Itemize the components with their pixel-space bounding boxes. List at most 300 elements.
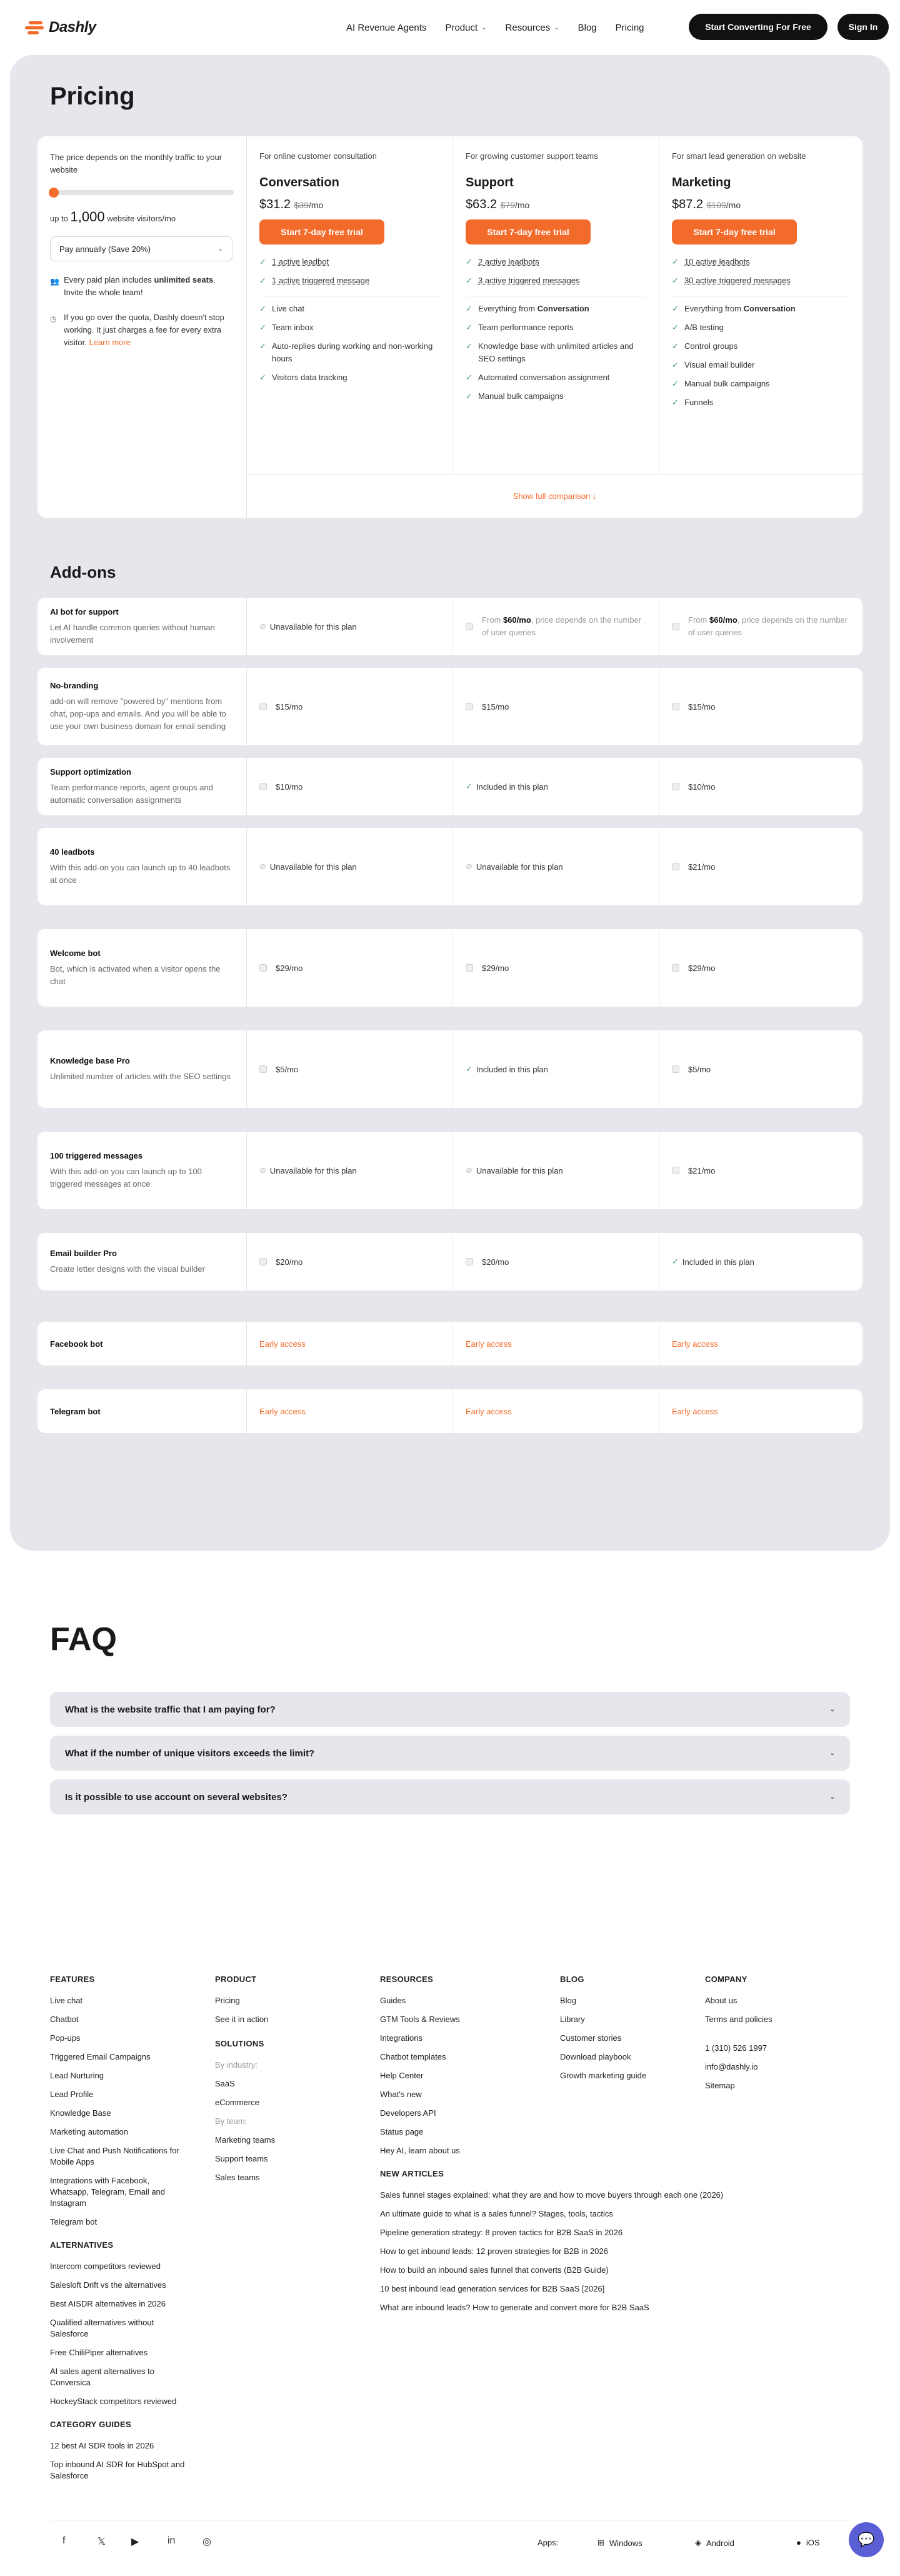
feature-label: Automated conversation assignment	[478, 373, 610, 382]
addon-checkbox[interactable]	[466, 1258, 473, 1265]
feature-item	[672, 303, 850, 315]
footer-link[interactable]: Top inbound AI SDR for HubSpot and Salesforce	[50, 2460, 185, 2480]
chevron-down-icon: ⌄	[829, 1749, 835, 1757]
footer-link[interactable]: Developers API	[380, 2108, 436, 2118]
plan-support	[453, 136, 659, 474]
limit-item	[672, 256, 850, 268]
footer-link[interactable]: Customer stories	[560, 2033, 622, 2043]
addon-info	[38, 1132, 247, 1209]
free-trial-button[interactable]: Start 7-day free trial	[672, 219, 797, 244]
footer-article-link[interactable]: Sales funnel stages explained: what they are and how to move buyers through each one (2026)	[380, 2190, 724, 2200]
feature-item	[466, 303, 646, 315]
logo-text: Dashly	[49, 19, 96, 36]
addon-plan-cell	[453, 1322, 659, 1366]
addon-description: With this add-on you can launch up to 40 leadbots at once	[50, 862, 231, 885]
logo-icon	[25, 21, 44, 34]
addon-checkbox[interactable]	[672, 703, 679, 710]
footer-sitemap[interactable]: Sitemap	[705, 2081, 735, 2090]
footer-heading: FEATURES	[50, 1975, 95, 1984]
addon-row	[38, 668, 862, 745]
nav-resources[interactable]	[506, 23, 559, 33]
addon-plan-cell	[453, 598, 659, 655]
addon-status: Unavailable for this plan	[476, 862, 563, 872]
limit-label: 1 active leadbot	[272, 257, 329, 266]
footer-link[interactable]: What's new	[380, 2090, 422, 2099]
addon-price: $21/mo	[688, 862, 716, 872]
feature-item	[672, 396, 850, 409]
chat-icon: 💬	[858, 2532, 875, 2547]
footer-heading: ALTERNATIVES	[50, 2240, 114, 2250]
price-current: $31.2	[259, 198, 291, 211]
addon-name: Telegram bot	[50, 1406, 101, 1416]
footer-link[interactable]: Telegram bot	[50, 2217, 98, 2226]
addon-description: Team performance reports, agent groups and automatic conversation assignments	[50, 782, 213, 805]
footer-link[interactable]: Download playbook	[560, 2052, 631, 2061]
addon-info	[38, 828, 247, 905]
addon-price: $29/mo	[482, 963, 509, 973]
footer-article-link[interactable]: Pipeline generation strategy: 8 proven tactics for B2B SaaS in 2026	[380, 2228, 623, 2237]
price-old: $79	[500, 200, 515, 210]
addon-plan-cell	[659, 1389, 862, 1433]
addon-price: $29/mo	[688, 963, 716, 973]
addon-name: 40 leadbots	[50, 847, 95, 857]
price-prefix: From	[688, 615, 708, 625]
feature-label: Visual email builder	[684, 360, 755, 370]
feature-item	[672, 340, 850, 353]
footer-guides-list	[50, 2440, 188, 2482]
footer-link[interactable]: Blog	[560, 1996, 577, 2005]
learn-more-link[interactable]: Learn more	[89, 338, 131, 347]
footer-link[interactable]: Knowledge Base	[50, 2108, 111, 2118]
early-access-label: Early access	[466, 1339, 512, 1349]
plan-limits	[259, 256, 440, 296]
footer-link[interactable]: Live chat	[50, 1996, 83, 2005]
addon-checkbox[interactable]	[259, 1258, 267, 1265]
addon-checkbox[interactable]	[672, 1167, 679, 1174]
check-icon: ✓	[466, 391, 472, 401]
footer-article-link[interactable]: How to build an inbound sales funnel that converts (B2B Guide)	[380, 2265, 609, 2275]
addon-checkbox[interactable]	[259, 703, 267, 710]
billing-select[interactable]	[50, 236, 232, 261]
footer-link[interactable]: Pop-ups	[50, 2033, 81, 2043]
footer-link[interactable]: Pricing	[215, 1996, 240, 2005]
addon-description: Unlimited number of articles with the SEO settings	[50, 1071, 231, 1081]
addon-status: Unavailable for this plan	[269, 621, 357, 631]
feature-label: Control groups	[684, 341, 738, 351]
footer-link[interactable]: Best AISDR alternatives in 2026	[50, 2299, 166, 2308]
check-icon: ✓	[672, 341, 679, 351]
feature-prefix: Everything from	[478, 304, 536, 313]
footer-heading: CATEGORY GUIDES	[50, 2420, 131, 2429]
addon-status: Unavailable for this plan	[269, 1165, 357, 1175]
nav-ai-revenue-agents[interactable]	[346, 23, 426, 33]
check-icon: ✓	[259, 276, 266, 285]
addon-plan-cell	[247, 828, 453, 905]
addon-plan-cell	[659, 1322, 862, 1366]
nav-pricing[interactable]	[616, 23, 644, 33]
addon-price: $20/mo	[482, 1257, 509, 1267]
feature-label: Manual bulk campaigns	[478, 391, 564, 401]
windows-icon: ⊞	[598, 2538, 604, 2547]
limit-label: 2 active leadbots	[478, 257, 539, 266]
facebook-icon[interactable]: f	[62, 2535, 66, 2546]
traffic-panel	[38, 136, 247, 518]
footer-link[interactable]: Lead Nurturing	[50, 2071, 104, 2080]
footer-article-link[interactable]: What are inbound leads? How to generate and convert more for B2B SaaS	[380, 2303, 649, 2312]
price-period: /mo	[726, 200, 741, 210]
seats-text	[64, 274, 234, 299]
footer-link[interactable]: See it in action	[215, 2015, 269, 2024]
plan-subtitle: For smart lead generation on website	[672, 151, 806, 161]
footer-features	[50, 1975, 188, 2489]
plan-features	[259, 303, 440, 384]
addon-plan-cell	[453, 1132, 659, 1209]
plan-features	[672, 303, 850, 409]
check-icon: ✓	[259, 323, 266, 332]
feature-label	[684, 303, 796, 315]
feature-label: Live chat	[272, 304, 305, 313]
quota-text-body: If you go over the quota, Dashly doesn't stop working. It just charges a fee for every extra visitor.	[64, 313, 224, 347]
limit-label: 10 active leadbots	[684, 257, 750, 266]
footer-heading: SOLUTIONS	[215, 2039, 264, 2048]
check-icon: ✓	[672, 323, 679, 332]
feature-item	[259, 321, 440, 334]
footer-bottom-bar	[50, 2520, 850, 2557]
check-icon: ✓	[259, 304, 266, 313]
footer-subheading: By industry:	[215, 2060, 258, 2070]
footer-link[interactable]: Marketing teams	[215, 2135, 276, 2145]
footer-product-list	[215, 1995, 340, 2025]
check-icon: ✓	[672, 1257, 679, 1266]
check-icon: ✓	[259, 341, 266, 351]
chevron-down-icon: ⌄	[829, 1706, 835, 1713]
price-prefix: From	[482, 615, 501, 625]
pricing-section	[10, 55, 890, 1551]
addon-row	[38, 1233, 862, 1291]
addon-description: Bot, which is activated when a visitor opens the chat	[50, 963, 221, 986]
plan-subtitle: For growing customer support teams	[466, 151, 598, 161]
apple-icon: ●	[796, 2538, 801, 2547]
footer-alternatives-list	[50, 2261, 188, 2407]
footer-heading: NEW ARTICLES	[380, 2169, 444, 2178]
nav-label: Product	[445, 22, 478, 33]
app-ios[interactable]	[796, 2538, 820, 2547]
feature-item	[259, 303, 440, 315]
footer-email[interactable]: info@dashly.io	[705, 2062, 758, 2071]
quota-text	[64, 311, 234, 349]
price-bold: $60/mo	[502, 615, 531, 625]
addon-plan-cell	[247, 1233, 453, 1291]
show-full-comparison-link[interactable]: Show full comparison ↓	[247, 474, 862, 518]
seats-info	[50, 274, 234, 299]
app-android[interactable]	[695, 2538, 734, 2548]
plan-name: Support	[466, 176, 514, 189]
addon-plan-cell	[453, 1233, 659, 1291]
check-icon: ✓	[466, 323, 472, 332]
footer-heading: COMPANY	[705, 1975, 748, 1984]
addon-price: $15/mo	[276, 702, 303, 712]
slider-handle[interactable]	[49, 188, 59, 198]
footer-industry-list	[215, 2078, 340, 2108]
footer-company-list	[705, 1995, 842, 2025]
addon-checkbox[interactable]	[466, 623, 473, 630]
addon-checkbox[interactable]	[672, 964, 679, 972]
billing-value: Pay annually (Save 20%)	[59, 244, 151, 254]
footer-link[interactable]: Integrations with Facebook, Whatsapp, Telegram, Email and Instagram	[50, 2176, 166, 2208]
footer-link[interactable]: Lead Profile	[50, 2090, 94, 2099]
footer-article-link[interactable]: 10 best inbound lead generation services for B2B SaaS [2026]	[380, 2284, 605, 2293]
limit-item	[259, 274, 440, 287]
addon-plan-cell	[453, 1030, 659, 1108]
addon-checkbox[interactable]	[672, 783, 679, 790]
addon-checkbox[interactable]	[672, 863, 679, 870]
check-icon: ✓	[466, 276, 472, 285]
unavailable-icon: ⊘	[466, 1165, 472, 1175]
footer-link[interactable]: Help Center	[380, 2071, 424, 2080]
chat-widget-button[interactable]	[849, 2522, 884, 2557]
addon-plan-cell	[453, 758, 659, 815]
check-icon: ✓	[672, 304, 679, 313]
apps-label: Apps:	[538, 2538, 559, 2547]
clock-icon: ◷	[50, 314, 57, 323]
check-icon: ✓	[672, 379, 679, 388]
addon-plan-cell	[247, 598, 453, 655]
footer-link[interactable]: Qualified alternatives without Salesforce	[50, 2318, 154, 2338]
footer-link[interactable]: Guides	[380, 1996, 406, 2005]
footer-phone[interactable]: 1 (310) 526 1997	[705, 2043, 768, 2053]
footer-link[interactable]: Integrations	[380, 2033, 422, 2043]
price-current: $87.2	[672, 198, 704, 211]
addon-plan-cell	[247, 1322, 453, 1366]
pricing-card	[38, 136, 862, 518]
footer-link[interactable]: About us	[705, 1996, 738, 2005]
limit-item	[259, 256, 440, 268]
linkedin-icon[interactable]: in	[168, 2535, 176, 2546]
chevron-down-icon: ⌄	[554, 24, 559, 31]
footer-link[interactable]: GTM Tools & Reviews	[380, 2015, 460, 2024]
addon-price: $10/mo	[688, 782, 716, 792]
feature-item	[259, 371, 440, 384]
addon-name: Support optimization	[50, 767, 131, 777]
addon-plan-cell	[453, 1389, 659, 1433]
feature-label: A/B testing	[684, 323, 724, 332]
feature-item	[466, 371, 646, 384]
addon-name: Facebook bot	[50, 1339, 103, 1349]
visitors-prefix: up to	[50, 214, 68, 223]
footer-link[interactable]: SaaS	[215, 2079, 235, 2088]
addon-checkbox[interactable]	[466, 964, 473, 972]
price-suffix: , price depends on the number of user queries	[482, 615, 642, 637]
feature-label: Manual bulk campaigns	[684, 379, 770, 388]
seats-text-a: Every paid plan includes	[64, 275, 152, 284]
check-icon: ✓	[466, 341, 472, 351]
site-header	[0, 0, 900, 55]
start-converting-button[interactable]: Start Converting For Free	[689, 14, 828, 40]
unavailable-icon: ⊘	[466, 862, 472, 871]
addon-price: $15/mo	[482, 702, 509, 712]
feature-label: Auto-replies during working and non-working hours	[272, 341, 433, 363]
feature-label: Knowledge base with unlimited articles and SEO settings	[478, 341, 634, 363]
limit-label: 30 active triggered messages	[684, 276, 791, 285]
price-period: /mo	[514, 200, 530, 210]
addon-status: Included in this plan	[682, 1257, 754, 1267]
app-label: Android	[706, 2538, 734, 2548]
addon-price-from	[688, 614, 850, 639]
faq-question: Is it possible to use account on several websites?	[65, 1791, 288, 1803]
addon-plan-cell	[659, 1233, 862, 1291]
feature-label: Funnels	[684, 398, 714, 407]
visitors-value: 1,000	[70, 209, 105, 224]
addon-plan-cell	[659, 929, 862, 1007]
addon-info	[38, 668, 247, 745]
plan-name: Marketing	[672, 176, 731, 189]
addon-price: $5/mo	[688, 1064, 711, 1074]
feature-item	[466, 390, 646, 403]
check-icon: ✓	[466, 1064, 472, 1074]
addon-name: 100 triggered messages	[50, 1150, 143, 1160]
footer-link[interactable]: Status page	[380, 2127, 424, 2136]
feature-item	[466, 321, 646, 334]
traffic-intro: The price depends on the monthly traffic to your website	[50, 153, 222, 174]
addon-plan-cell	[659, 1030, 862, 1108]
limit-label: 1 active triggered message	[272, 276, 370, 285]
addon-checkbox[interactable]	[259, 783, 267, 790]
app-windows[interactable]	[598, 2538, 642, 2548]
addon-name: AI bot for support	[50, 606, 119, 616]
footer-subheading: By team:	[215, 2116, 248, 2126]
footer-link[interactable]: Marketing automation	[50, 2127, 129, 2136]
footer-link[interactable]: Hey AI, learn about us	[380, 2146, 460, 2155]
limit-item	[466, 274, 646, 287]
check-icon: ✓	[466, 373, 472, 382]
footer-link[interactable]: Free ChiliPiper alternatives	[50, 2348, 148, 2357]
plan-features	[466, 303, 646, 403]
addon-status: Unavailable for this plan	[476, 1165, 563, 1175]
free-trial-button[interactable]: Start 7-day free trial	[259, 219, 384, 244]
price-current: $63.2	[466, 198, 498, 211]
footer-company	[705, 1975, 842, 2099]
addon-description: With this add-on you can launch up to 100 triggered messages at once	[50, 1166, 202, 1189]
plan-marketing	[659, 136, 862, 474]
footer-link[interactable]: Sales teams	[215, 2173, 260, 2182]
faq-item[interactable]	[50, 1779, 850, 1814]
price-old: $109	[706, 200, 726, 210]
footer-link[interactable]: Terms and policies	[705, 2015, 772, 2024]
addon-price: $10/mo	[276, 782, 303, 792]
x-icon[interactable]: 𝕏	[98, 2537, 106, 2547]
footer-link[interactable]: Salesloft Drift vs the alternatives	[50, 2280, 166, 2290]
free-trial-button[interactable]: Start 7-day free trial	[466, 219, 591, 244]
footer-product	[215, 1975, 340, 2191]
main-nav	[346, 0, 644, 55]
check-icon: ✓	[259, 257, 266, 266]
traffic-slider[interactable]	[50, 190, 234, 195]
addon-checkbox[interactable]	[259, 964, 267, 972]
nav-label: Pricing	[615, 22, 644, 33]
faq-item[interactable]	[50, 1692, 850, 1727]
nav-product[interactable]	[445, 23, 486, 33]
addon-price: $21/mo	[688, 1165, 716, 1175]
check-icon: ✓	[672, 398, 679, 407]
feature-label: Team inbox	[272, 323, 314, 332]
addon-info	[38, 1233, 247, 1291]
footer-link[interactable]: Library	[560, 2015, 585, 2024]
addon-checkbox[interactable]	[259, 1065, 267, 1073]
price-old: $39	[294, 200, 309, 210]
addon-info	[38, 929, 247, 1007]
footer-link[interactable]: Growth marketing guide	[560, 2071, 647, 2080]
instagram-icon[interactable]: ◎	[202, 2537, 211, 2547]
footer-link[interactable]: Intercom competitors reviewed	[50, 2262, 161, 2271]
app-label: iOS	[806, 2538, 820, 2547]
addon-price: $29/mo	[276, 963, 303, 973]
footer-link[interactable]: Chatbot	[50, 2015, 79, 2024]
addon-plan-cell	[247, 758, 453, 815]
addon-checkbox[interactable]	[672, 1065, 679, 1073]
footer-link[interactable]: HockeyStack competitors reviewed	[50, 2397, 177, 2406]
addon-plan-cell	[659, 828, 862, 905]
footer-link[interactable]: Triggered Email Campaigns	[50, 2052, 151, 2061]
addon-checkbox[interactable]	[466, 703, 473, 710]
feature-label: Visitors data tracking	[272, 373, 348, 382]
footer-article-link[interactable]: An ultimate guide to what is a sales funnel? Stages, tools, tactics	[380, 2209, 613, 2218]
youtube-icon[interactable]: ▶	[131, 2537, 139, 2547]
feature-item	[672, 321, 850, 334]
footer-link[interactable]: eCommerce	[215, 2098, 259, 2107]
addon-plan-cell	[453, 668, 659, 745]
feature-prefix-bold: Conversation	[743, 304, 796, 313]
sign-in-button[interactable]: Sign In	[838, 14, 889, 40]
addon-plan-cell	[247, 929, 453, 1007]
nav-label: Blog	[578, 22, 597, 33]
addon-name: Welcome bot	[50, 948, 101, 958]
footer-link[interactable]: AI sales agent alternatives to Conversica	[50, 2367, 154, 2387]
pricing-title: Pricing	[50, 83, 135, 110]
footer-articles-list	[380, 2190, 768, 2313]
addon-plan-cell	[659, 598, 862, 655]
logo[interactable]	[25, 19, 96, 36]
footer-link[interactable]: Chatbot templates	[380, 2052, 446, 2061]
addon-plan-cell	[659, 1132, 862, 1209]
feature-prefix-bold: Conversation	[537, 304, 589, 313]
addon-plan-cell	[453, 929, 659, 1007]
addon-status: Included in this plan	[476, 1064, 548, 1074]
check-icon: ✓	[466, 782, 472, 791]
footer-link[interactable]: 12 best AI SDR tools in 2026	[50, 2441, 154, 2450]
footer-link[interactable]: Live Chat and Push Notifications for Mobile Apps	[50, 2146, 179, 2166]
chevron-down-icon: ⌄	[218, 245, 223, 253]
addon-plan-cell	[659, 758, 862, 815]
footer-link[interactable]: Support teams	[215, 2154, 268, 2163]
early-access-label: Early access	[672, 1339, 718, 1349]
addon-checkbox[interactable]	[672, 623, 679, 630]
early-access-label: Early access	[466, 1406, 512, 1416]
feature-item	[672, 378, 850, 390]
faq-question: What is the website traffic that I am paying for?	[65, 1704, 276, 1715]
nav-blog[interactable]	[578, 23, 597, 33]
addon-info	[38, 1389, 247, 1433]
addon-plan-cell	[247, 668, 453, 745]
footer-article-link[interactable]: How to get inbound leads: 12 proven strategies for B2B in 2026	[380, 2246, 608, 2256]
seats-text-bold: unlimited seats	[154, 275, 214, 284]
addon-row	[38, 929, 862, 1007]
visitors-readout	[50, 209, 234, 225]
check-icon: ✓	[672, 276, 679, 285]
addon-info	[38, 1322, 247, 1366]
footer-blog	[560, 1975, 685, 2089]
addon-plan-cell	[247, 1132, 453, 1209]
faq-item[interactable]	[50, 1736, 850, 1771]
